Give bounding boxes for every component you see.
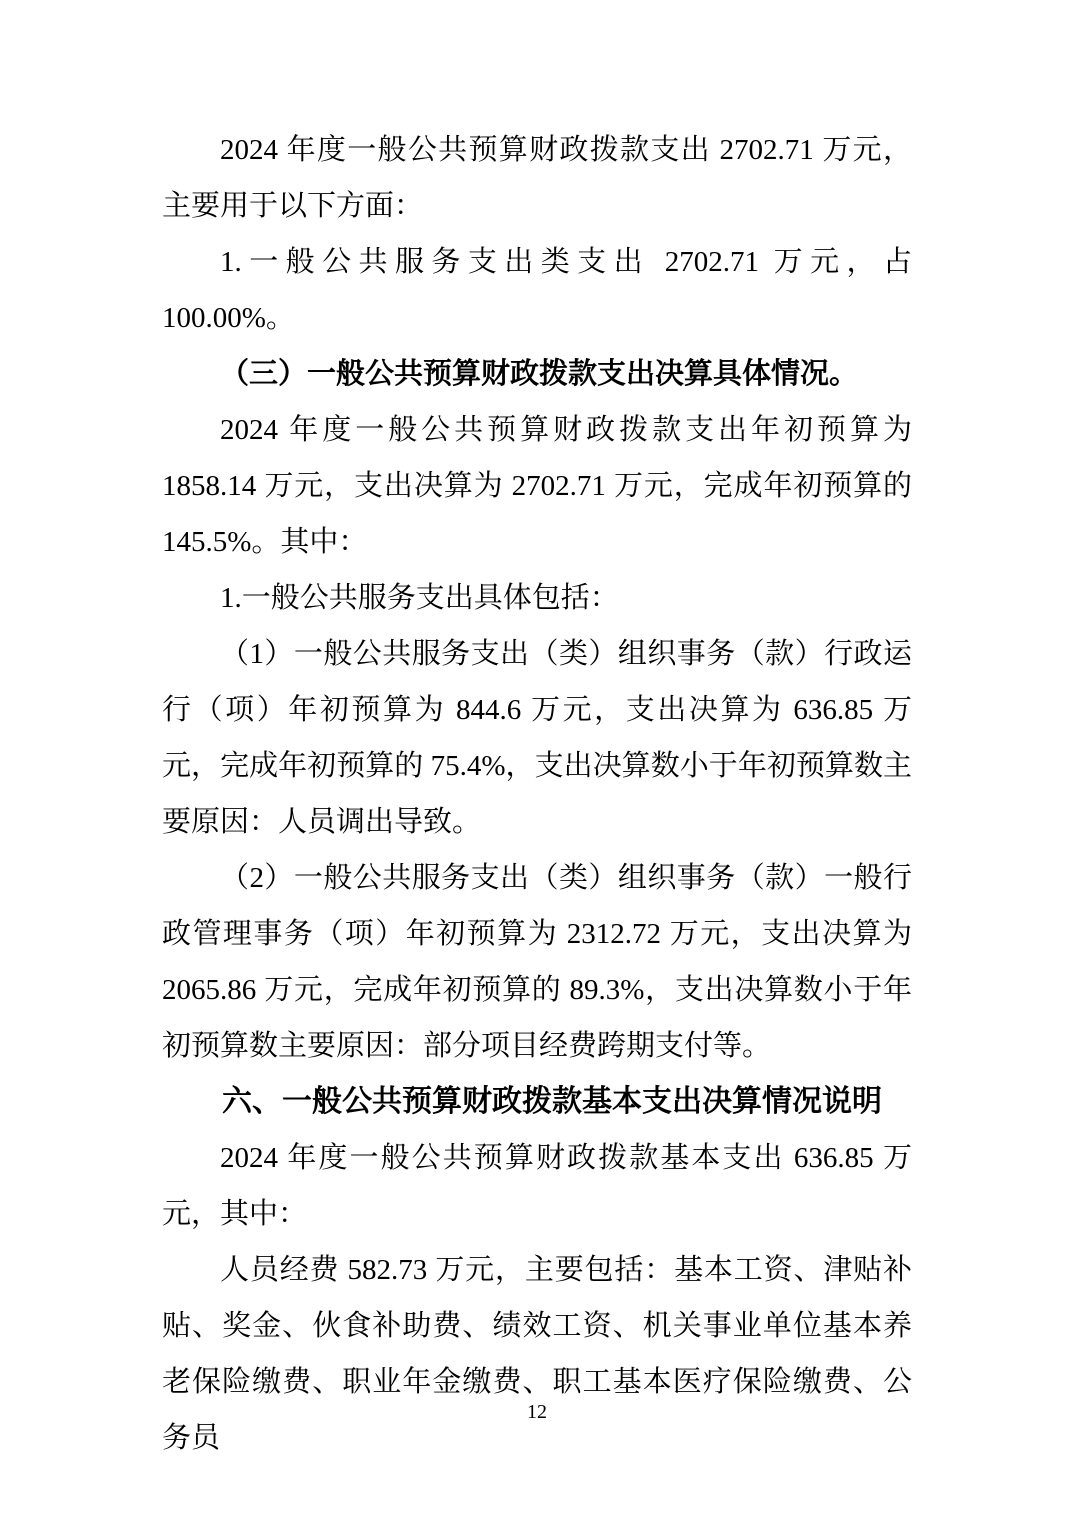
document-body: [162, 122, 912, 1466]
paragraph-basic-expenditure-total: 2024 年度一般公共预算财政拨款基本支出 636.85 万元，其中：: [162, 1142, 912, 1230]
paragraph-initial-budget-vs-final: 2024 年度一般公共预算财政拨款支出年初预算为 1858.14 万元，支出决算为 2702.71 万元，完成年初预算的 145.5%。其中：: [162, 414, 912, 558]
paragraph-general-public-service-includes: 1.一般公共服务支出具体包括：: [220, 582, 619, 614]
paragraph-general-public-service-share: 1.一般公共服务支出类支出 2702.71 万元，占 100.00%。: [162, 246, 912, 334]
paragraph-personnel-funds-detail: 人员经费 582.73 万元，主要包括：基本工资、津贴补贴、奖金、伙食补助费、绩效工资、机关事业单位基本养老保险缴费、职业年金缴费、职工基本医疗保险缴费、公务员: [162, 1254, 912, 1454]
page-number: 12: [527, 1401, 547, 1423]
paragraph-budget-expenditure-total: 2024 年度一般公共预算财政拨款支出 2702.71 万元，主要用于以下方面：: [162, 134, 912, 222]
heading-section-6-basic-expenditure: 六、一般公共预算财政拨款基本支出决算情况说明: [222, 1085, 882, 1118]
subheading-section-3-expenditure-details: （三）一般公共预算财政拨款支出决算具体情况。: [220, 358, 859, 390]
paragraph-item-1-administrative-operation: （1）一般公共服务支出（类）组织事务（款）行政运行（项）年初预算为 844.6 万元，支出决算为 636.85 万元，完成年初预算的 75.4%，支出决算数小于年初预算数主要原因：人员调出导致。: [162, 638, 912, 838]
paragraph-item-2-general-admin-affairs: （2）一般公共服务支出（类）组织事务（款）一般行政管理事务（项）年初预算为 2312.72 万元，支出决算为 2065.86 万元，完成年初预算的 89.3%，支出决算数小于年初预算数主要原因：部分项目经费跨期支付等。: [162, 862, 912, 1062]
